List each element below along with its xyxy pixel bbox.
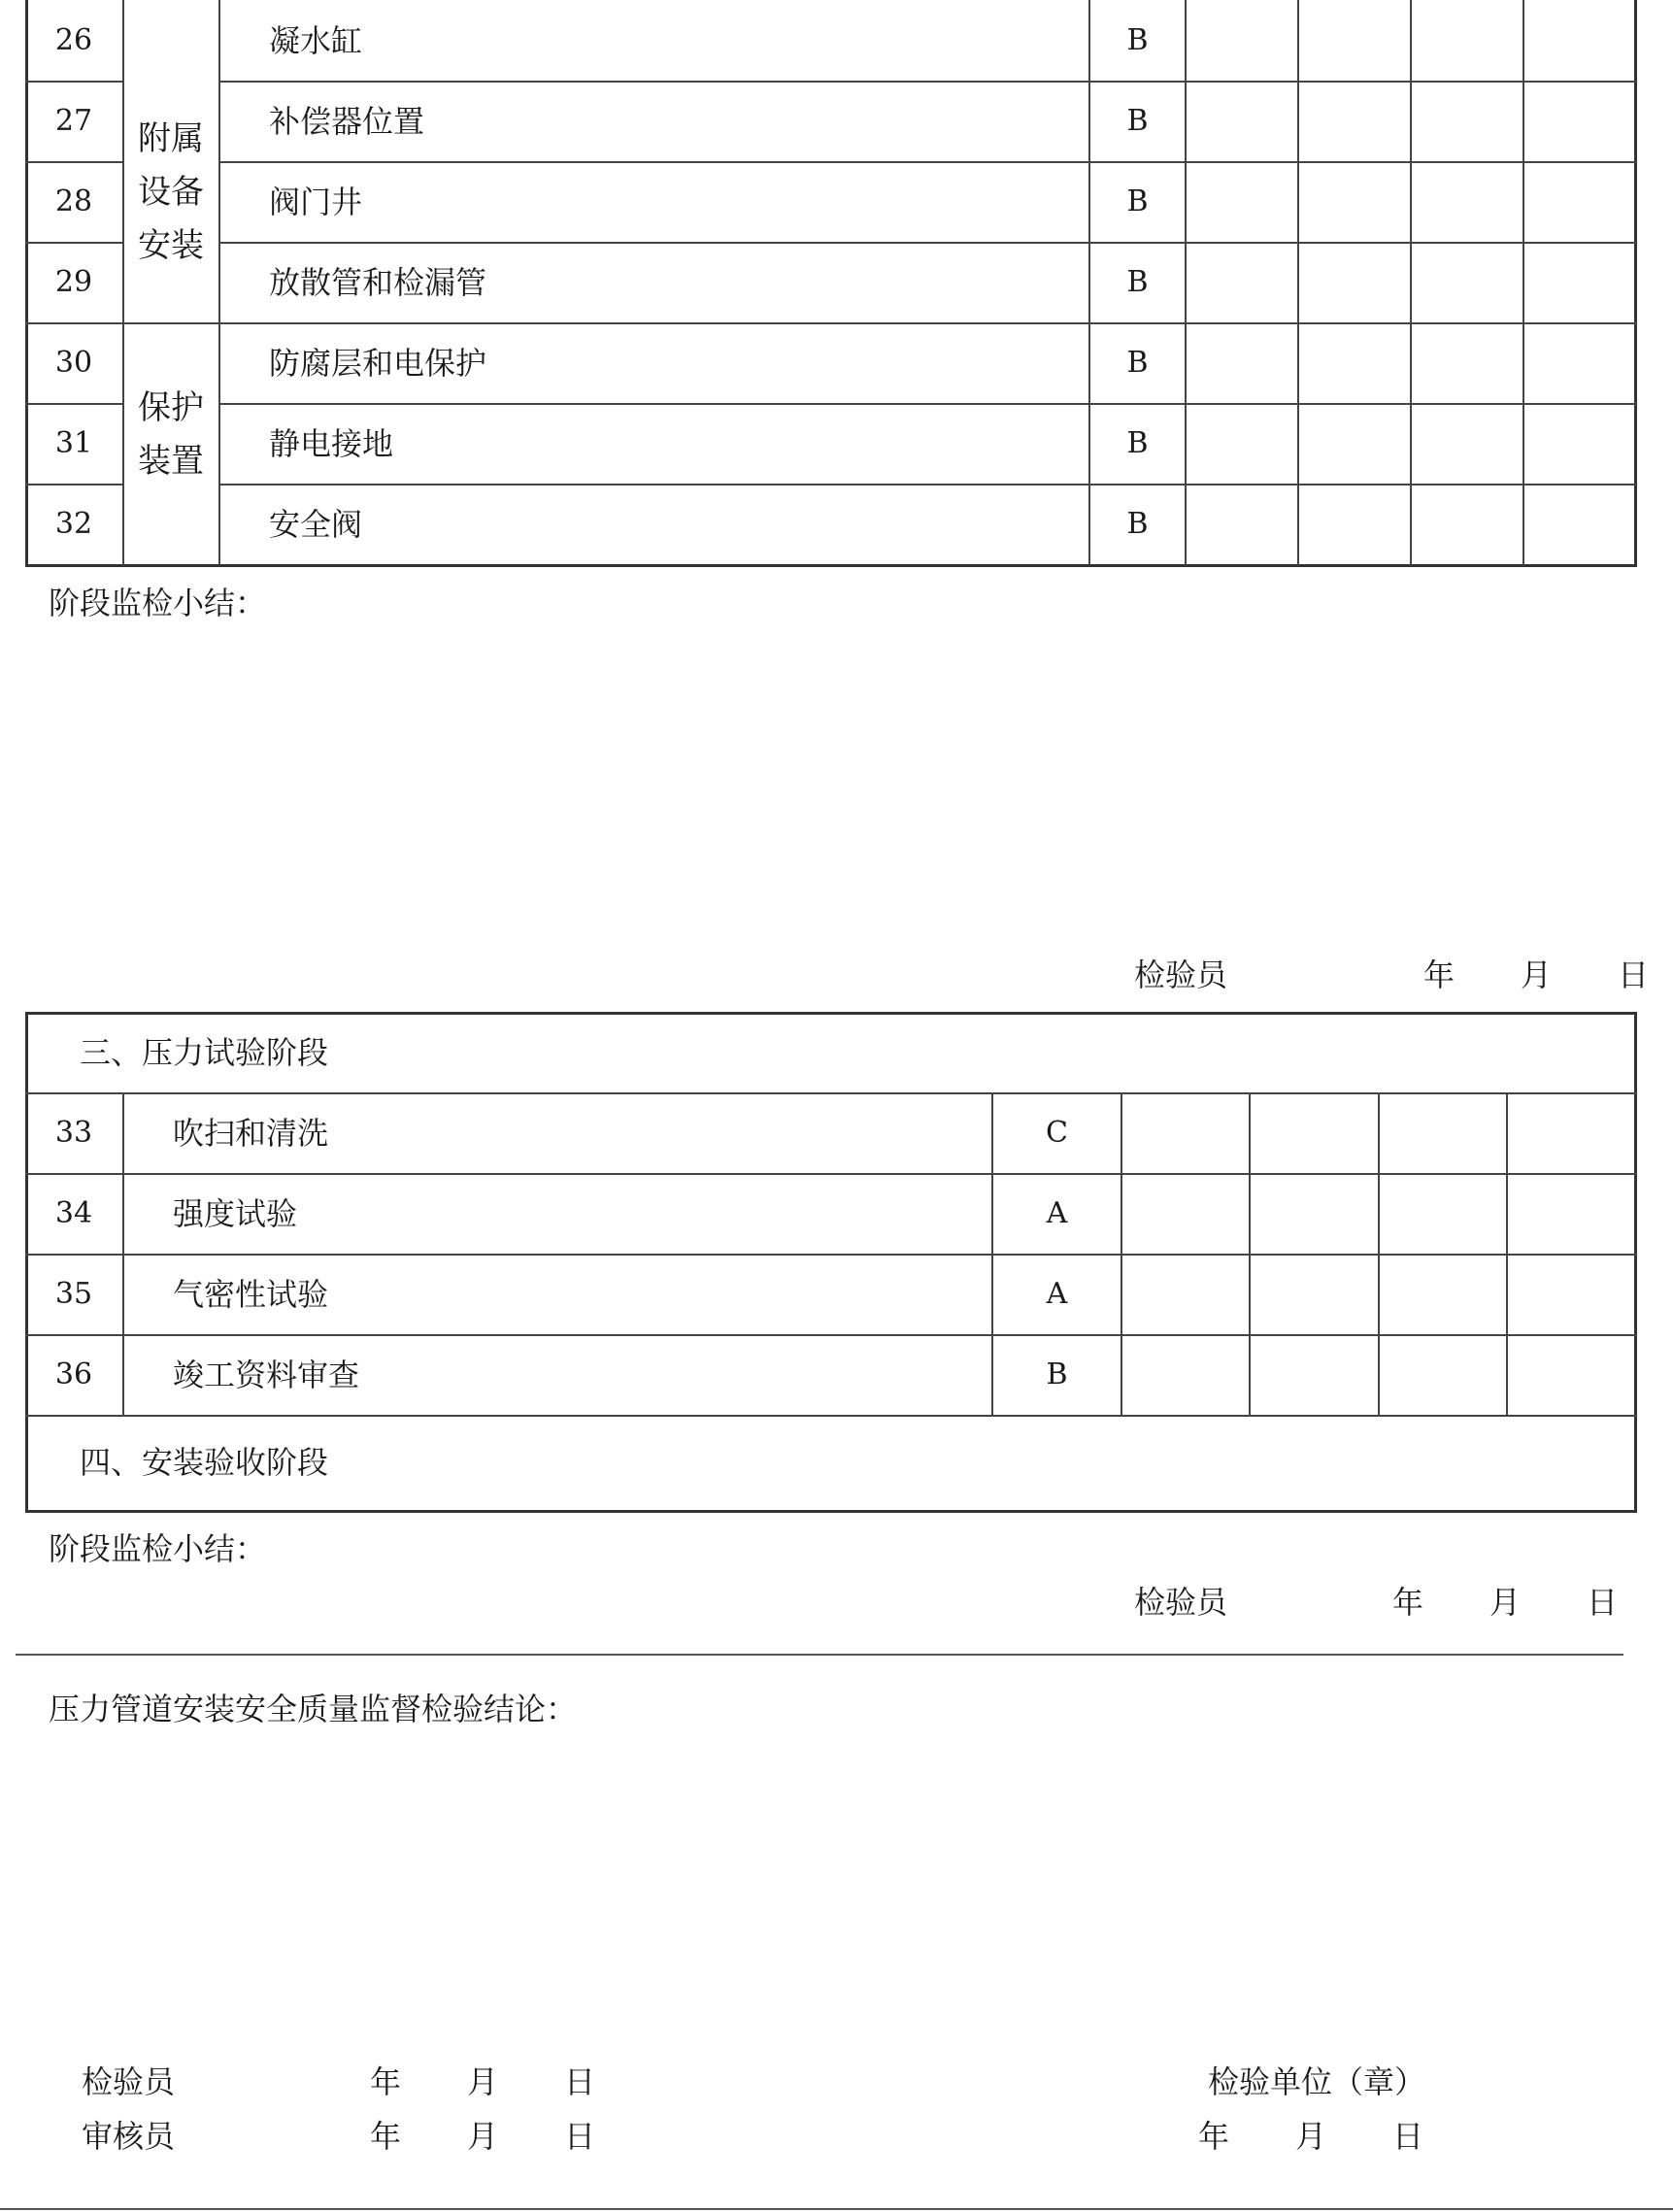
stage-summary-label: 阶段监检小结： xyxy=(49,1530,267,1567)
grade-value: B xyxy=(1046,1357,1068,1391)
row-no: 31 xyxy=(54,426,93,460)
item-label: 放散管和检漏管 xyxy=(269,264,487,301)
grade-value: A xyxy=(1046,1277,1068,1311)
row-no: 33 xyxy=(54,1116,93,1150)
conclusion-label: 压力管道安装安全质量监督检验结论： xyxy=(49,1691,578,1727)
grade-value: B xyxy=(1126,507,1149,541)
bottom-rule xyxy=(0,2208,1673,2210)
row-no: 36 xyxy=(54,1357,93,1391)
year-label: 年 xyxy=(370,2118,402,2155)
section-title: 三、压力试验阶段 xyxy=(80,1034,329,1071)
item-label: 防腐层和电保护 xyxy=(269,345,487,382)
divider xyxy=(16,1654,1623,1656)
row-no: 35 xyxy=(54,1277,93,1311)
day-label: 日 xyxy=(564,2118,596,2155)
item-label: 凝水缸 xyxy=(269,22,363,59)
grade-value: C xyxy=(1046,1116,1068,1150)
inspector-label: 检验员 xyxy=(1134,1584,1228,1621)
category-line: 保护 xyxy=(138,388,204,427)
row-no: 26 xyxy=(54,23,93,57)
grade-value: B xyxy=(1126,184,1149,218)
category-line: 附属 xyxy=(138,119,204,158)
row-no: 29 xyxy=(54,265,93,299)
table-accessory-protection xyxy=(0,0,1673,573)
item-label: 强度试验 xyxy=(173,1195,298,1232)
inspector-label: 检验员 xyxy=(82,2063,176,2100)
day-label: 日 xyxy=(1618,956,1650,993)
inspection-unit-label: 检验单位（章） xyxy=(1208,2063,1426,2100)
day-label: 日 xyxy=(1392,2118,1424,2155)
item-label: 竣工资料审查 xyxy=(173,1357,360,1393)
month-label: 月 xyxy=(1521,956,1553,993)
stage-summary-label: 阶段监检小结： xyxy=(49,585,267,621)
year-label: 年 xyxy=(1198,2118,1230,2155)
month-label: 月 xyxy=(467,2118,499,2155)
category-line: 安装 xyxy=(138,226,204,265)
reviewer-label: 审核员 xyxy=(82,2118,176,2155)
item-label: 补偿器位置 xyxy=(269,103,425,140)
inspector-label: 检验员 xyxy=(1134,956,1228,993)
item-label: 吹扫和清洗 xyxy=(173,1115,329,1152)
grade-value: B xyxy=(1126,426,1149,460)
category-line: 设备 xyxy=(138,173,204,212)
section-title: 四、安装验收阶段 xyxy=(80,1444,329,1481)
table-pressure-test xyxy=(0,1010,1673,1515)
table-1-frame xyxy=(25,0,1637,567)
grade-value: B xyxy=(1126,23,1149,57)
category-line: 装置 xyxy=(138,442,204,481)
grade-value: B xyxy=(1126,346,1149,380)
row-no: 28 xyxy=(54,184,93,218)
row-no: 30 xyxy=(54,346,93,380)
day-label: 日 xyxy=(564,2063,596,2100)
row-no: 34 xyxy=(54,1196,93,1230)
grade-value: B xyxy=(1126,104,1149,138)
category-protection-device xyxy=(124,382,217,488)
year-label: 年 xyxy=(1423,956,1456,993)
grade-value: A xyxy=(1046,1196,1068,1230)
year-label: 年 xyxy=(370,2063,402,2100)
item-label: 静电接地 xyxy=(269,425,394,462)
grade-value: B xyxy=(1126,265,1149,299)
item-label: 气密性试验 xyxy=(173,1276,329,1313)
month-label: 月 xyxy=(1295,2118,1327,2155)
row-no: 32 xyxy=(54,507,93,541)
category-accessory-install xyxy=(124,113,217,273)
item-label: 安全阀 xyxy=(269,506,363,543)
table-2-frame xyxy=(25,1012,1637,1513)
day-label: 日 xyxy=(1587,1584,1619,1621)
year-label: 年 xyxy=(1392,1584,1424,1621)
month-label: 月 xyxy=(467,2063,499,2100)
item-label: 阀门井 xyxy=(269,184,363,220)
month-label: 月 xyxy=(1489,1584,1522,1621)
row-no: 27 xyxy=(54,104,93,138)
